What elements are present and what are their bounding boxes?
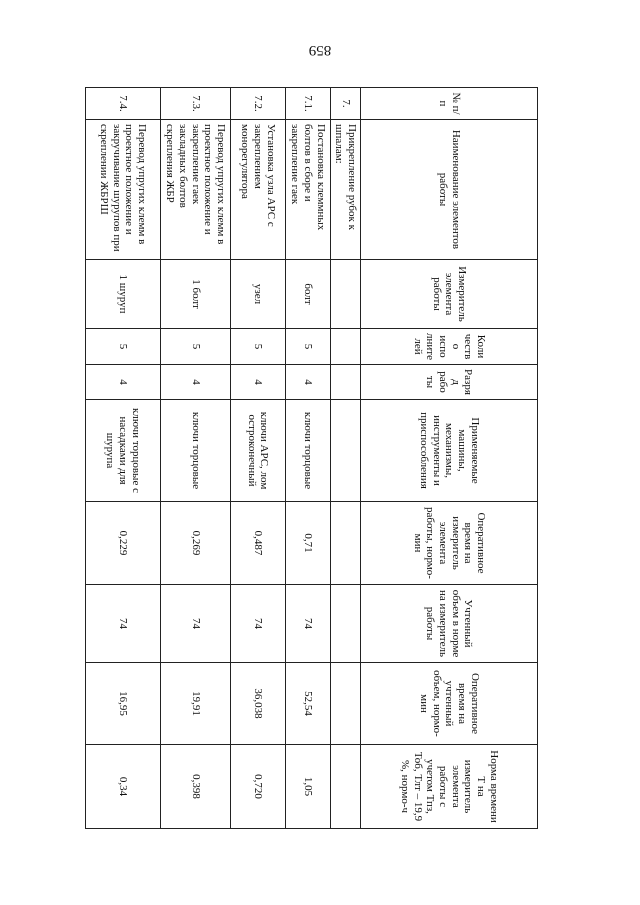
row-meter: 1 шуруп (85, 260, 160, 329)
row-op-time-volume: 52,54 (285, 663, 330, 745)
row-tools: ключи торцовые с насадками для шурупа (85, 400, 160, 502)
table-row (285, 88, 330, 829)
row-op-time: 0,71 (285, 502, 330, 585)
row-num: 7.2. (230, 88, 285, 120)
header-volume: Учтенный объем в норме на измеритель работы (361, 585, 538, 663)
row-norm-time: 0,398 (160, 745, 230, 829)
row-norm-time: 0,720 (230, 745, 285, 829)
row-workers: 5 (230, 329, 285, 365)
row-norm-time: 0,34 (85, 745, 160, 829)
row-meter: узел (230, 260, 285, 329)
row-op-time: 0,487 (230, 502, 285, 585)
row-tools: ключи торцовые (160, 400, 230, 502)
row-grade: 4 (285, 365, 330, 400)
table-header-row (361, 88, 538, 829)
section-num: 7. (330, 88, 360, 120)
row-op-time-volume: 19,91 (160, 663, 230, 745)
header-op-time: Оперативное время на измеритель элемента работы, нормо-мин (361, 502, 538, 585)
row-meter: болт (285, 260, 330, 329)
header-norm-time: Норма времени Т на измеритель элемента работы с учетом Тпз, Тоб, Тлт – 19,9 %, нормо-ч (361, 745, 538, 829)
table-row (160, 88, 230, 829)
header-name: Наименование элементов работы (361, 120, 538, 260)
work-norms-table (85, 87, 538, 829)
section-row (330, 88, 360, 829)
table-row (85, 88, 160, 829)
row-name: Установка узла АРС с закреплением монорегулятора (230, 120, 285, 260)
row-norm-time: 1,05 (285, 745, 330, 829)
header-workers: Количество исполнителей (361, 329, 538, 365)
row-name: Постановка клеммных болтов в сборе и закрепление гаек (285, 120, 330, 260)
table-row (230, 88, 285, 829)
row-tools: ключи АРС, лом остроконечный (230, 400, 285, 502)
row-num: 7.3. (160, 88, 230, 120)
row-grade: 4 (160, 365, 230, 400)
row-op-time: 0,229 (85, 502, 160, 585)
row-num: 7.4. (85, 88, 160, 120)
row-name: Перевод упругих клемм в проектное положение и закручивание шурупов при скреплении ЖБРШ (85, 120, 160, 260)
row-grade: 4 (230, 365, 285, 400)
row-meter: 1 болт (160, 260, 230, 329)
header-op-time-volume: Оперативное время на учтенный объем, нормо-мин (361, 663, 538, 745)
page-number: 859 (308, 42, 332, 58)
row-workers: 5 (85, 329, 160, 365)
row-op-time-volume: 36,038 (230, 663, 285, 745)
row-volume: 74 (85, 585, 160, 663)
row-volume: 74 (285, 585, 330, 663)
header-meter: Измеритель элемента работы (361, 260, 538, 329)
row-workers: 5 (160, 329, 230, 365)
row-grade: 4 (85, 365, 160, 400)
header-num: № п/п (361, 88, 538, 120)
section-title: Прикрепление рубок к шпалам: (330, 120, 360, 260)
row-tools: ключи торцовые (285, 400, 330, 502)
row-num: 7.1. (285, 88, 330, 120)
row-volume: 74 (160, 585, 230, 663)
row-workers: 5 (285, 329, 330, 365)
header-grade: Разряд работы (361, 365, 538, 400)
row-volume: 74 (230, 585, 285, 663)
row-name: Перевод упругих клемм в проектное положение и закрепление гаек закладных болтов скрепления ЖБР (160, 120, 230, 260)
row-op-time-volume: 16,95 (85, 663, 160, 745)
row-op-time: 0,269 (160, 502, 230, 585)
rotated-table-container (98, 87, 538, 828)
header-tools: Применяемые машины, механизмы, инструменты и приспособления (361, 400, 538, 502)
